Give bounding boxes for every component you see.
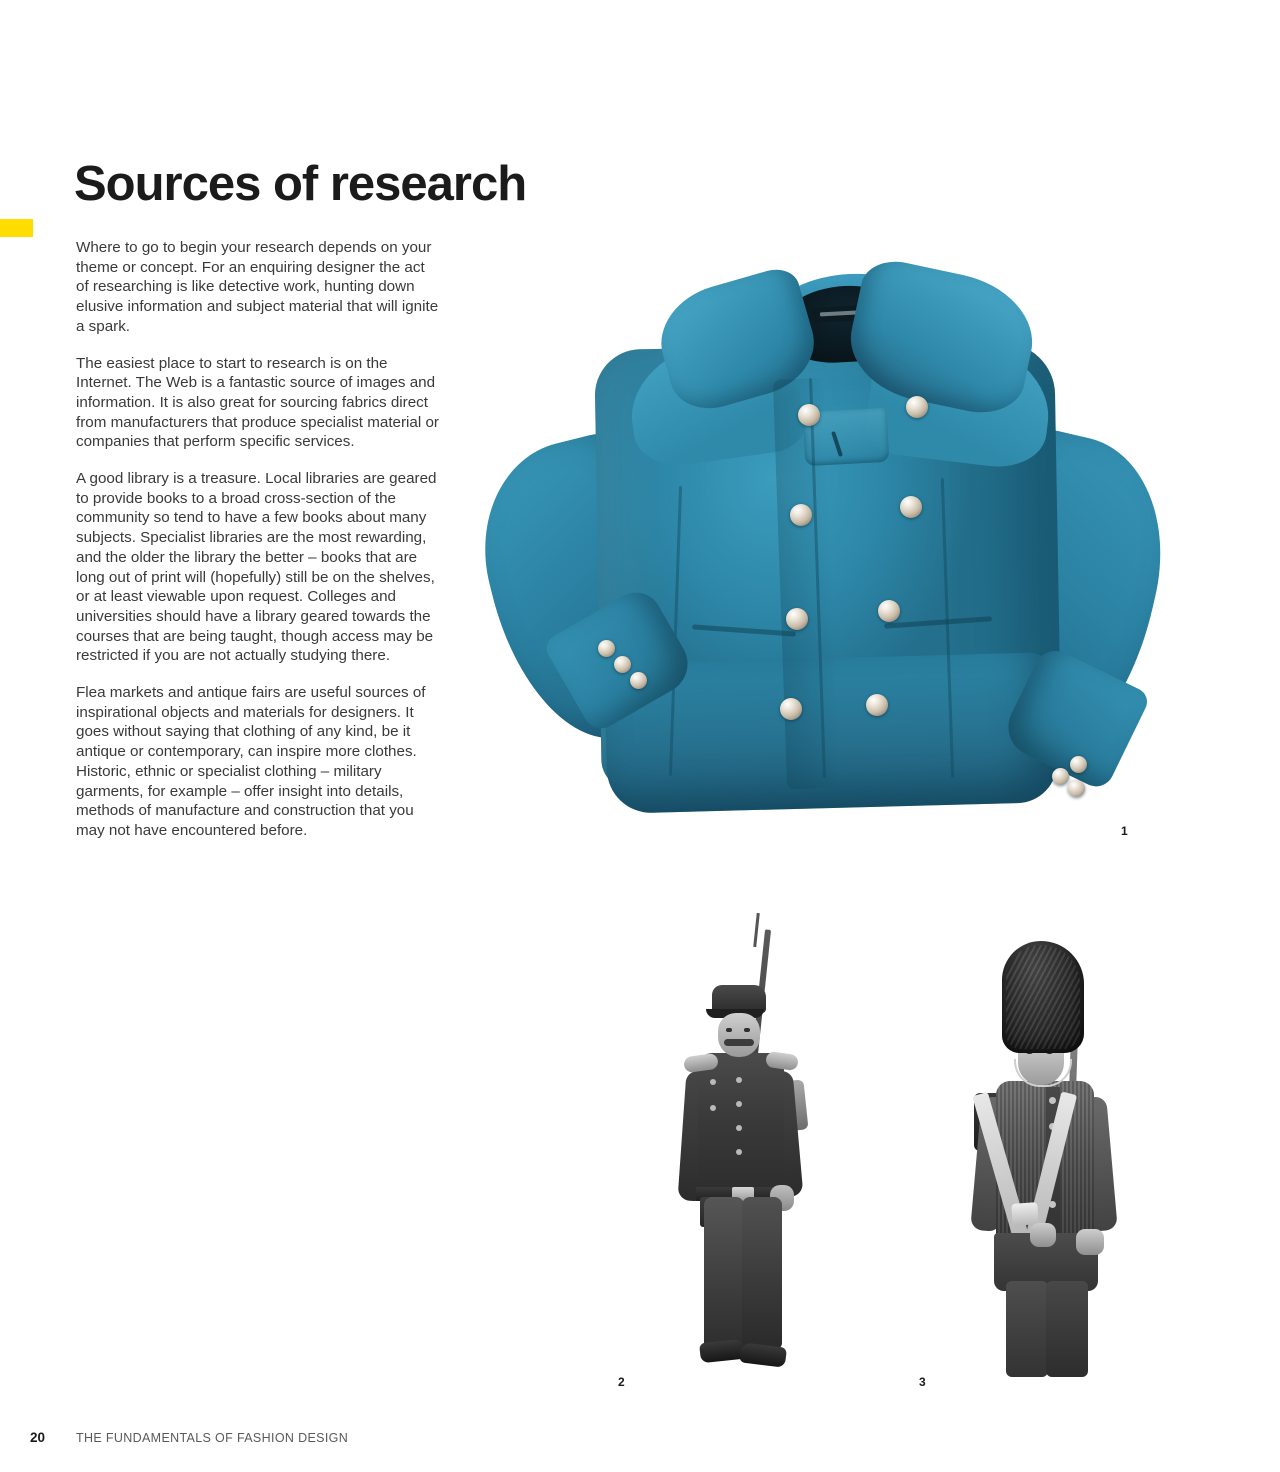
jacket-cuff-button xyxy=(1052,768,1069,785)
jacket-button xyxy=(780,698,802,720)
jacket-button xyxy=(878,600,900,622)
soldier3-right-hand xyxy=(1076,1229,1104,1255)
jacket-illustration xyxy=(480,228,1208,828)
soldier2-right-eye xyxy=(744,1028,750,1032)
figure-1-jacket-photo xyxy=(480,228,1208,828)
figures-2-3-soldier-engravings xyxy=(600,915,1220,1375)
soldier2-tunic-button xyxy=(736,1101,742,1107)
soldier3-belt-plate xyxy=(1011,1202,1038,1226)
soldier3-right-trouser xyxy=(1046,1281,1088,1377)
soldier2-left-eye xyxy=(726,1028,732,1032)
figure-3-grenadier-bearskin xyxy=(950,941,1140,1381)
soldier3-tunic-button xyxy=(1049,1097,1056,1104)
soldier3-left-hand xyxy=(1030,1223,1056,1247)
jacket-cuff-button xyxy=(630,672,647,689)
figure-1-caption-number: 1 xyxy=(1121,824,1128,838)
figure-3-caption-number: 3 xyxy=(919,1375,926,1389)
figure-2-caption-number: 2 xyxy=(618,1375,625,1389)
page-title: Sources of research xyxy=(74,156,527,211)
jacket-button xyxy=(900,496,922,518)
soldier2-tunic-button xyxy=(736,1125,742,1131)
chapter-edge-tab xyxy=(0,219,33,237)
body-paragraph-4: Flea markets and antique fairs are useful sources of inspirational objects and materials for designers. It goes without saying that clothing of any kind, be it antique or contemporary, can inspire more clothes. Historic, ethnic or specialist clothing – military garments, for example – offer insight into details, methods of manufacture and construction that you may not have encountered before. xyxy=(76,684,426,839)
soldier2-tunic-button xyxy=(736,1077,742,1083)
figure-2-soldier-kepi xyxy=(660,929,830,1369)
page-footer xyxy=(30,1430,348,1445)
jacket-cuff-button xyxy=(1068,780,1085,797)
footer-book-title: THE FUNDAMENTALS OF FASHION DESIGN xyxy=(76,1431,349,1445)
soldier2-tunic xyxy=(698,1053,784,1195)
soldier2-moustache xyxy=(724,1039,754,1046)
soldier2-right-trouser xyxy=(742,1197,782,1349)
soldier3-left-trouser xyxy=(1006,1281,1048,1377)
jacket-button xyxy=(866,694,888,716)
soldier2-left-boot xyxy=(699,1339,745,1363)
body-text-column xyxy=(76,238,440,841)
jacket-cuff-button xyxy=(1070,756,1087,773)
soldier2-tunic-button xyxy=(710,1105,716,1111)
soldier2-face xyxy=(718,1013,760,1057)
jacket-button xyxy=(906,396,928,418)
jacket-button xyxy=(798,404,820,426)
jacket-button xyxy=(790,504,812,526)
soldier2-tunic-button xyxy=(736,1149,742,1155)
soldier2-left-trouser xyxy=(704,1197,744,1349)
soldier3-bearskin-hat xyxy=(1002,941,1084,1053)
jacket-cuff-button xyxy=(614,656,631,673)
body-paragraph-3: A good library is a treasure. Local libraries are geared to provide books to a broad cross-section of the community so tend to have a few books about many subjects. Specialist libraries are the most rewarding, and the older the library the better – books that are long out of print will (hopefully) still be on the shelves, or at least viewable upon request. Colleges and universities should have a library geared towards the courses that are being taught, though access may be restricted if you are not actually studying there. xyxy=(76,470,437,665)
body-paragraph-2: The easiest place to start to research is on the Internet. The Web is a fantastic source of images and information. It is also great for sourcing fabrics direct from manufacturers that produce specialist material or companies that perform specific services. xyxy=(76,354,439,451)
body-paragraph-1: Where to go to begin your research depends on your theme or concept. For an enquiring designer the act of researching is like detective work, hunting down elusive information and subject material that will ignite a spark. xyxy=(76,239,439,335)
soldier2-tunic-button xyxy=(710,1079,716,1085)
jacket-button xyxy=(786,608,808,630)
jacket-cuff-button xyxy=(598,640,615,657)
soldier2-right-boot xyxy=(739,1342,787,1367)
soldier2-bayonet xyxy=(753,913,760,947)
footer-page-number: 20 xyxy=(30,1430,46,1445)
